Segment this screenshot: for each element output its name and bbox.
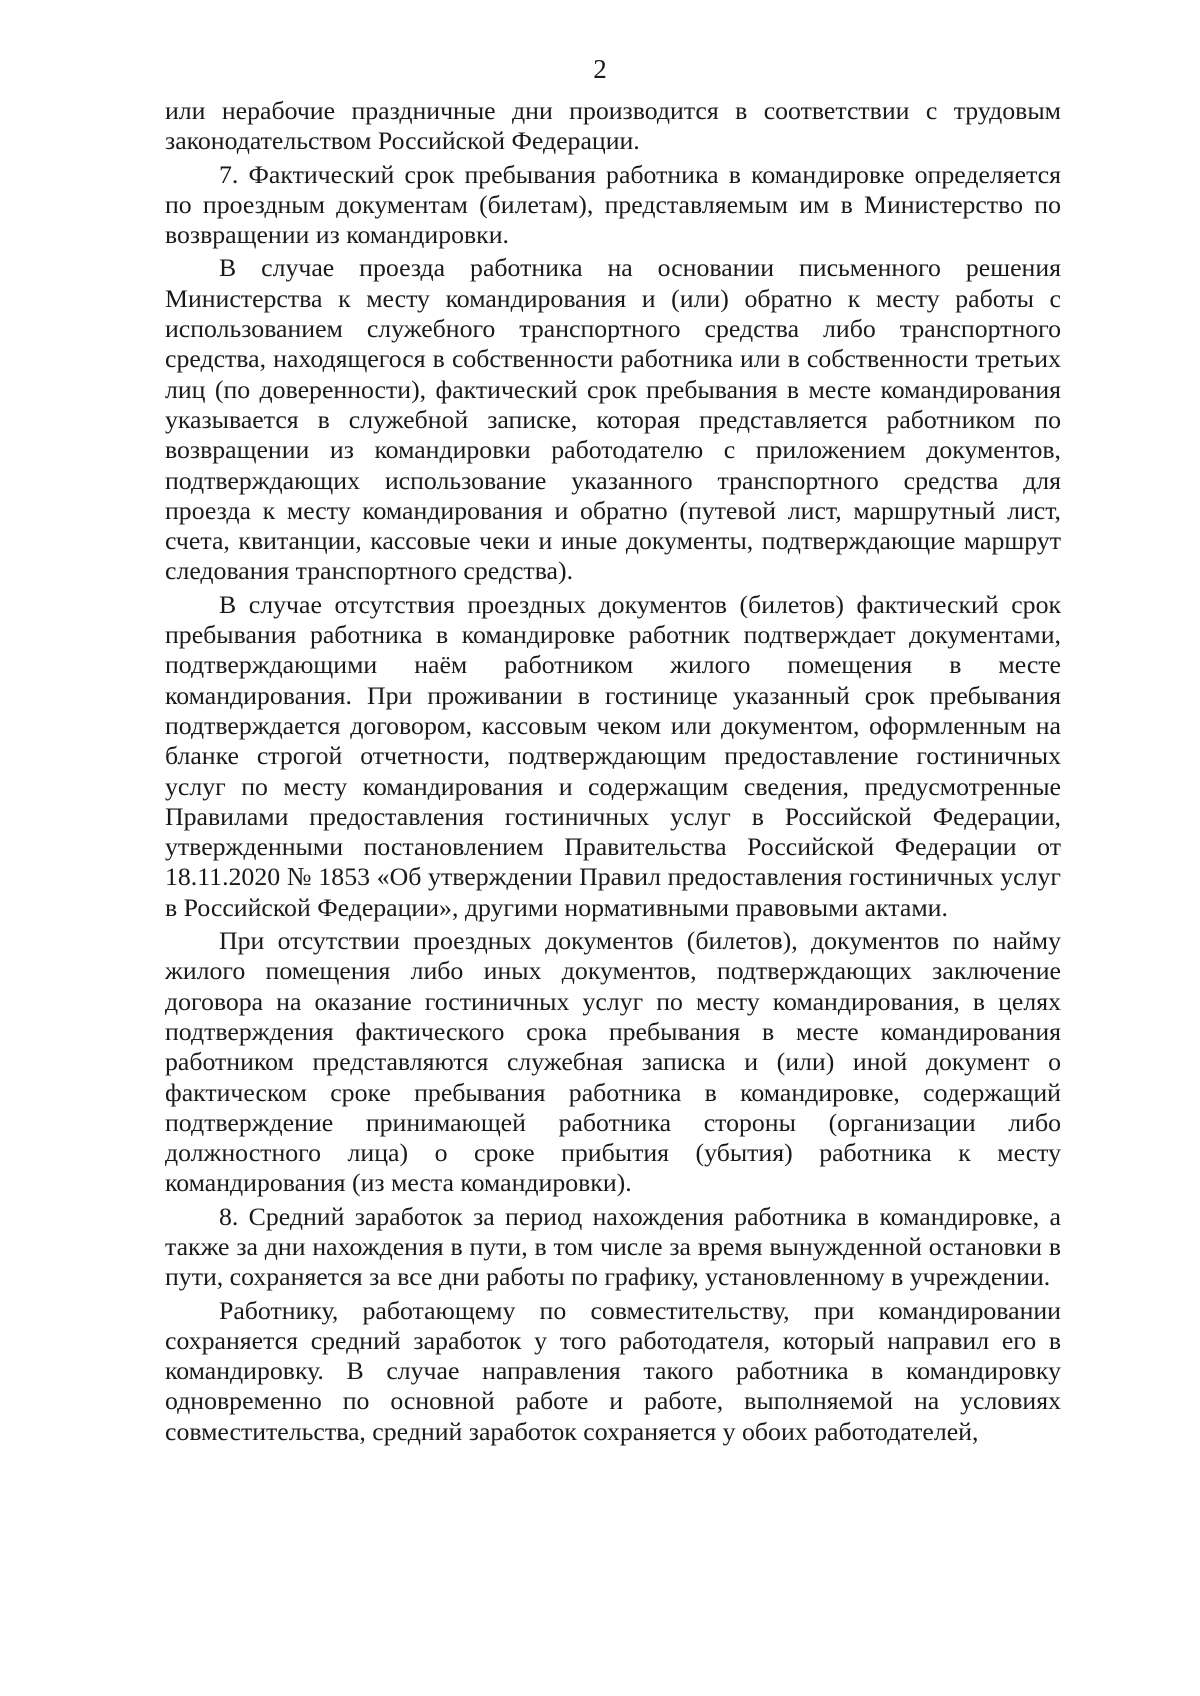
paragraph-continuation: или нерабочие праздничные дни производится в соответствии с трудовым законодательством Российской Федерации. — [165, 96, 1061, 156]
paragraph-no-tickets-housing: В случае отсутствия проездных документов (билетов) фактический срок пребывания работника в командировке работник подтверждает документами, подтверждающими наём работником жилого помещения в месте командирования. При проживании в гостинице указанный срок пребывания подтверждается договором, кассовым чеком или документом, оформленным на бланке строгой отчетности, подтверждающим предоставление гостиничных услуг по месту командирования и содержащим сведения, предусмотренные Правилами предоставления гостиничных услуг в Российской Федерации, утвержденными постановлением Правительства Российской Федерации от 18.11.2020 № 1853 «Об утверждении Правил предоставления гостиничных услуг в Российской Федерации», другими нормативными правовыми актами. — [165, 589, 1061, 922]
paragraph-part-time-worker: Работнику, работающему по совместительству, при командировании сохраняется средний заработок у того работодателя, который направил его в командировку. В случае направления такого работника в командировку одновременно по основной работе и работе, выполняемой на условиях совместительства, средний заработок сохраняется у обоих работодателей, — [165, 1295, 1061, 1446]
document-body — [165, 96, 1061, 1450]
paragraph-clause-7: 7. Фактический срок пребывания работника в командировке определяется по проездным документам (билетам), представляемым им в Министерство по возвращении из командировки. — [165, 159, 1061, 250]
paragraph-no-documents: При отсутствии проездных документов (билетов), документов по найму жилого помещения либо иных документов, подтверждающих заключение договора на оказание гостиничных услуг по месту командирования, в целях подтверждения фактического срока пребывания в месте командирования работником представляются служебная записка и (или) иной документ о фактическом сроке пребывания работника в командировке, содержащий подтверждение принимающей работника стороны (организации либо должностного лица) о сроке прибытия (убытия) работника к месту командирования (из места командировки). — [165, 926, 1061, 1198]
paragraph-service-transport: В случае проезда работника на основании письменного решения Министерства к месту командирования и (или) обратно к месту работы с использованием служебного транспортного средства либо транспортного средства, находящегося в собственности работника или в собственности третьих лиц (по доверенности), фактический срок пребывания в месте командирования указывается в служебной записке, которая представляется работником по возвращении из командировки работодателю с приложением документов, подтверждающих использование указанного транспортного средства для проезда к месту командирования и обратно (путевой лист, маршрутный лист, счета, квитанции, кассовые чеки и иные документы, подтверждающие маршрут следования транспортного средства). — [165, 253, 1061, 586]
paragraph-clause-8: 8. Средний заработок за период нахождения работника в командировке, а также за дни нахождения в пути, в том числе за время вынужденной остановки в пути, сохраняется за все дни работы по графику, установленному в учреждении. — [165, 1201, 1061, 1292]
page-number: 2 — [593, 54, 607, 84]
